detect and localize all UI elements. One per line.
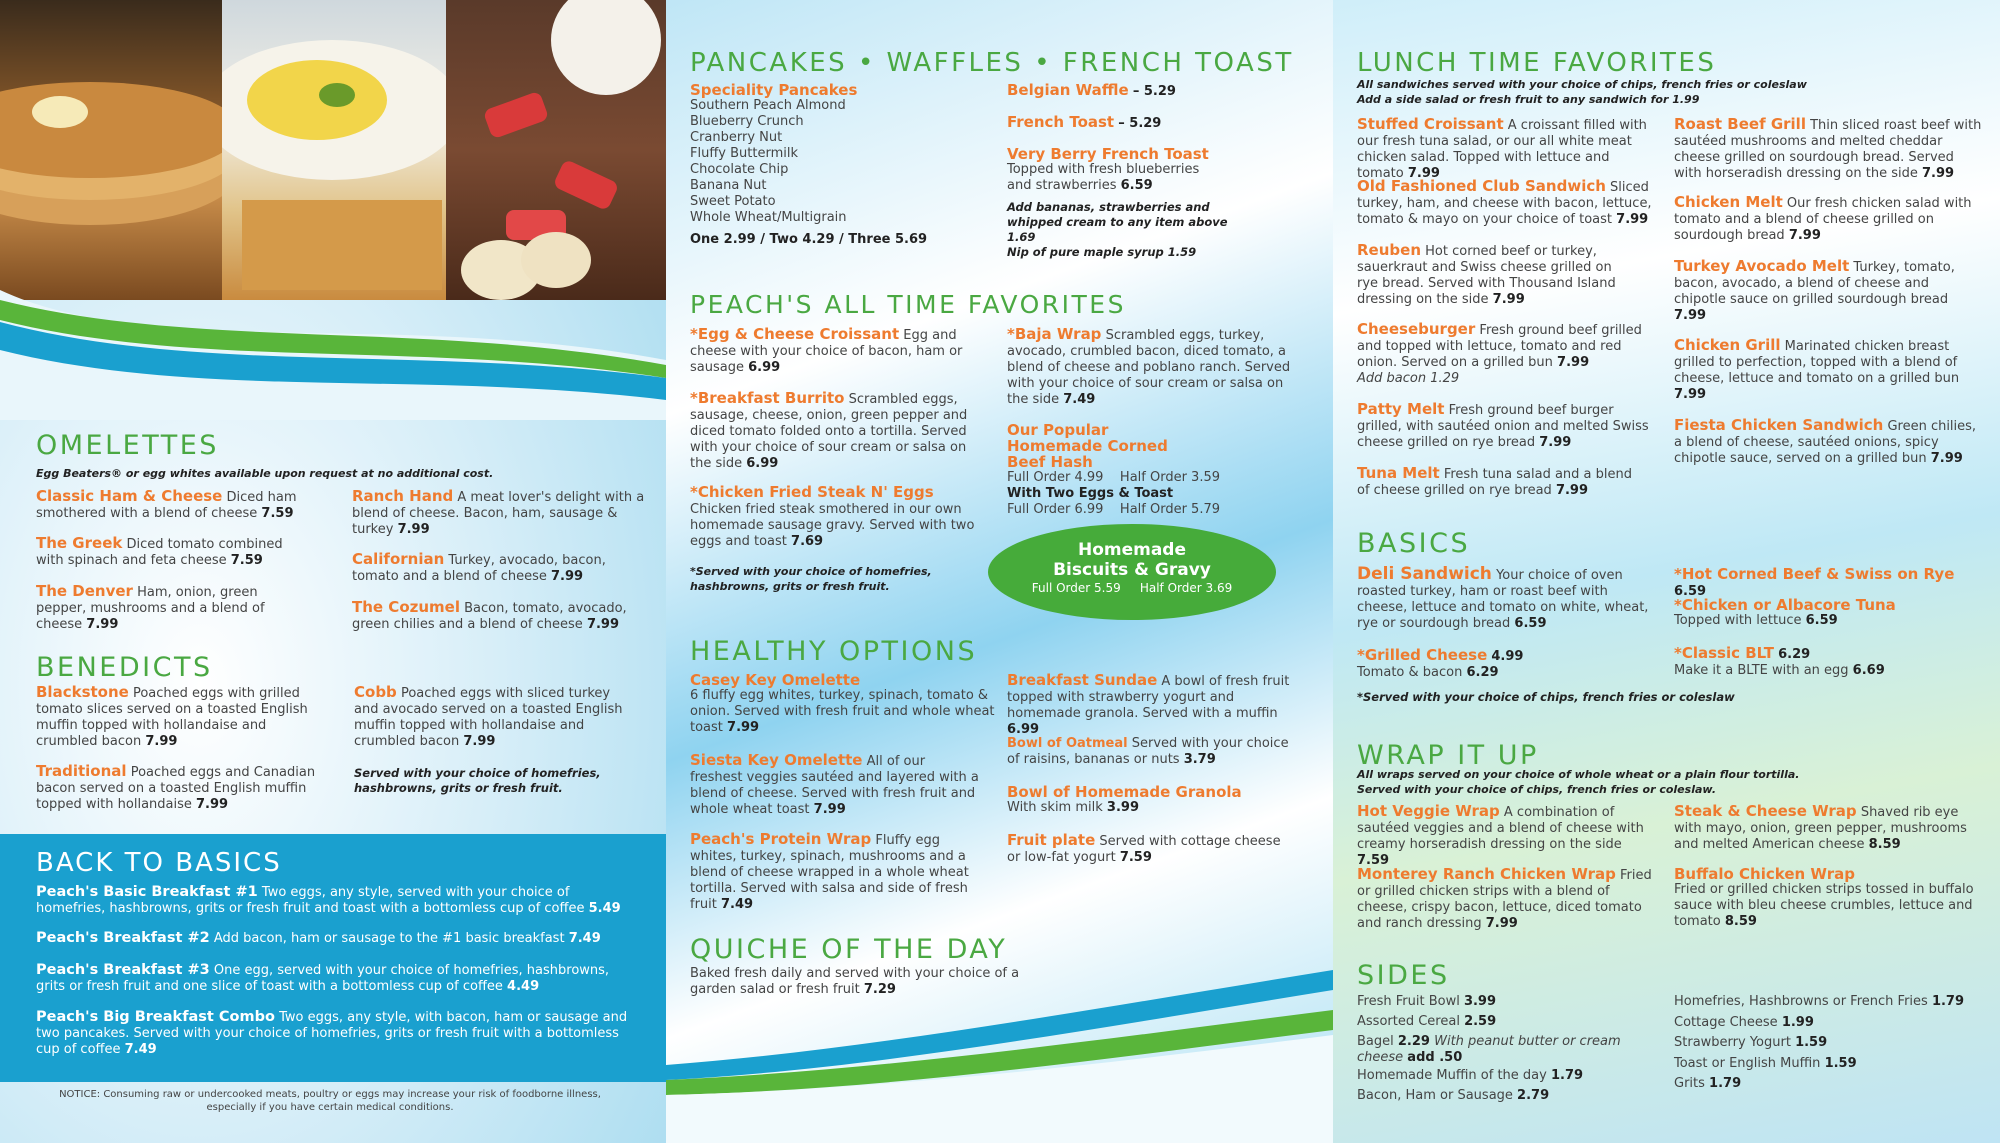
wrap-name: Monterey Ranch Chicken Wrap — [1357, 865, 1616, 883]
wrap-price: 7.59 — [1357, 853, 1390, 868]
omelette-item — [352, 599, 647, 633]
lunch-price: 7.99 — [1407, 166, 1440, 181]
lunch-desc: Fresh ground beef burger grilled, with sautéed onion and melted Swiss cheese grilled on rye bread — [1357, 403, 1649, 450]
favorite-name: *Baja Wrap — [1007, 325, 1102, 343]
omelette-desc: Diced tomato combined with spinach and feta cheese — [36, 537, 283, 568]
lunch-price: 7.99 — [1674, 308, 1707, 323]
addons-note — [1007, 200, 1257, 260]
biscuits-title2: Biscuits & Gravy — [1053, 560, 1211, 580]
healthy-desc: Served with cottage cheese or low-fat yogurt — [1007, 834, 1281, 865]
healthy-desc: Fluffy egg whites, turkey, spinach, mushrooms and a blend of cheese wrapped in a whole wheat tortilla. Served with salsa and side of fresh fruit — [690, 833, 969, 912]
omelette-name: The Cozumel — [352, 598, 460, 616]
side-item — [1357, 992, 1657, 1012]
lunch-price: 7.99 — [1922, 166, 1955, 181]
hash-eggs-full: Full Order 6.99 — [1007, 502, 1104, 517]
middle-panel — [666, 0, 1333, 1143]
favorite-price: 7.49 — [1063, 392, 1096, 407]
basic-price2: 6.69 — [1852, 663, 1885, 678]
lunch-desc: Fresh tuna salad and a blend of cheese grilled on rye bread — [1357, 467, 1632, 498]
lunch-extra: Add bacon 1.29 — [1357, 371, 1460, 386]
french-price: – 5.29 — [1118, 116, 1162, 131]
biscuits-gravy-badge — [988, 524, 1276, 620]
lunch-name: Turkey Avocado Melt — [1674, 257, 1850, 275]
omelette-name: The Greek — [36, 534, 123, 552]
healthy-name: Fruit plate — [1007, 831, 1096, 849]
side-label: Homefries, Hashbrowns or French Fries — [1674, 994, 1928, 1009]
lunch-desc: Hot corned beef or turkey, sauerkraut and Swiss cheese grilled on rye bread. Served with Thousand Island dressing on the side — [1357, 244, 1616, 307]
favorite-name: *Egg & Cheese Croissant — [690, 325, 900, 343]
basics-price: 4.49 — [507, 979, 540, 994]
healthy-desc: With skim milk — [1007, 800, 1103, 815]
basic-price: 6.29 — [1778, 647, 1811, 662]
basic-name: *Grilled Cheese — [1357, 646, 1488, 664]
omelette-price: 7.99 — [397, 522, 430, 537]
healthy-desc: 6 fluffy egg whites, turkey, spinach, tomato & onion. Served with fresh fruit and whole wheat toast — [690, 688, 995, 735]
benedict-item — [36, 763, 326, 813]
basic-desc: Tomato & bacon — [1357, 665, 1463, 680]
healthy-name: Peach's Protein Wrap — [690, 830, 872, 848]
lunch-desc: Our fresh chicken salad with tomato and a blend of cheese grilled on sourdough bread — [1674, 196, 1972, 243]
corned-beef-hash — [1007, 422, 1247, 518]
wrap-item — [1674, 803, 1984, 853]
lunch-price: 7.99 — [1492, 292, 1525, 307]
quiche-title: QUICHE OF THE DAY — [690, 934, 1008, 965]
wrap-notes — [1357, 767, 1799, 797]
healthy-name: Bowl of Oatmeal — [1007, 736, 1128, 751]
wrap-desc: Fried or grilled chicken strips tossed in buffalo sauce with bleu cheese crumbles, lettuce and tomato — [1674, 882, 1974, 929]
lunch-name: Patty Melt — [1357, 400, 1445, 418]
wrap-item — [1357, 866, 1657, 932]
omelette-item — [352, 488, 647, 538]
side-price: 1.99 — [1781, 1014, 1814, 1030]
pancake-flavor: Sweet Potato — [690, 194, 776, 209]
notice-text: NOTICE: Consuming raw or undercooked meats, poultry or eggs may increase your risk of foodborne illness, especially if you have certain medical conditions. — [59, 1089, 601, 1113]
lunch-item — [1674, 337, 1974, 403]
benedict-name: Blackstone — [36, 683, 129, 701]
basics-desc: Add bacon, ham or sausage to the #1 basic breakfast — [213, 931, 565, 946]
french-toast — [1007, 114, 1307, 132]
healthy-item — [1007, 672, 1297, 738]
basics-note: *Served with your choice of chips, french fries or coleslaw — [1357, 690, 1735, 704]
favorite-item — [1007, 326, 1302, 408]
lunch-price: 7.99 — [1930, 451, 1963, 466]
lunch-notes — [1357, 77, 1807, 107]
lunch-name: Stuffed Croissant — [1357, 115, 1504, 133]
healthy-desc: All of our freshest veggies sautéed and layered with a blend of cheese. Served with fresh fruit and whole wheat toast — [690, 754, 979, 817]
basics-desc: One egg, served with your choice of homefries, hashbrowns, grits or fresh fruit and one slice of toast with a bottomless cup of coffee — [36, 963, 610, 994]
omelette-price: 7.59 — [261, 506, 294, 521]
wrap-name: Hot Veggie Wrap — [1357, 802, 1500, 820]
healthy-name: Siesta Key Omelette — [690, 751, 863, 769]
favorite-price: 6.99 — [748, 360, 781, 375]
omelette-item — [36, 535, 306, 569]
basic-price: 6.59 — [1514, 616, 1547, 631]
lunch-note2: Add a side salad or fresh fruit to any sandwich for 1.99 — [1357, 93, 1700, 106]
basic-price: 4.99 — [1491, 649, 1524, 664]
benedict-price: 7.99 — [196, 797, 229, 812]
side-label: Assorted Cereal — [1357, 1014, 1460, 1029]
basic-item — [1674, 566, 1984, 600]
pancake-flavor: Banana Nut — [690, 178, 767, 193]
lunch-price: 7.99 — [1539, 435, 1572, 450]
side-price: 1.59 — [1795, 1035, 1828, 1050]
favorite-price: 6.99 — [746, 456, 779, 471]
lunch-price: 7.99 — [1557, 355, 1590, 370]
wrap-price: 8.59 — [1724, 914, 1757, 929]
omelette-desc: Bacon, tomato, avocado, green chilies and a blend of cheese — [352, 601, 627, 632]
favorites-title: PEACH'S ALL TIME FAVORITES — [690, 290, 1126, 319]
benedicts-note: Served with your choice of homefries, hashbrowns, grits or fresh fruit. — [354, 766, 601, 795]
omelette-price: 7.99 — [86, 617, 119, 632]
side-item — [1674, 992, 1984, 1013]
basics-title: BASICS — [1357, 528, 1471, 559]
omelette-desc: Turkey, avocado, bacon, tomato and a blend of cheese — [352, 553, 606, 584]
wrap-desc: Shaved rib eye with mayo, onion, green pepper, mushrooms and melted American cheese — [1674, 805, 1967, 852]
belgian-name: Belgian Waffle — [1007, 81, 1129, 99]
healthy-price: 6.99 — [1007, 722, 1040, 737]
basic-desc-line — [1357, 665, 1617, 681]
lunch-desc: Marinated chicken breast grilled to perfection, topped with a blend of cheese, lettuce and tomato on a grilled bun — [1674, 339, 1960, 386]
pancake-flavor: Blueberry Crunch — [690, 114, 804, 129]
favorite-desc: Scrambled eggs, sausage, cheese, onion, green pepper and diced tomato folded onto a tortilla. Served with your choice of sour cream or salsa on the side — [690, 392, 968, 471]
hash-full: Full Order 4.99 — [1007, 470, 1104, 485]
hash-eggs-prices — [1007, 502, 1247, 518]
berry-name: Very Berry French Toast — [1007, 145, 1209, 163]
side-label: Grits — [1674, 1076, 1705, 1091]
side-item — [1674, 1033, 1984, 1054]
belgian-price: – 5.29 — [1132, 84, 1176, 99]
side-price: 2.59 — [1464, 1014, 1497, 1029]
hash-prices — [1007, 470, 1247, 486]
healthy-desc: A bowl of fresh fruit topped with strawberry yogurt and homemade granola. Served with a muffin — [1007, 674, 1290, 721]
healthy-item — [1007, 832, 1297, 866]
omelette-price: 7.99 — [586, 617, 620, 632]
basic-item — [1674, 597, 1984, 629]
omelette-desc: Ham, onion, green pepper, mushrooms and a blend of cheese — [36, 585, 265, 632]
basics-price: 5.49 — [588, 901, 621, 916]
hash-half: Half Order 3.59 — [1119, 470, 1221, 485]
side-item — [1357, 1034, 1657, 1066]
side-item — [1357, 1086, 1657, 1106]
favorites-note: *Served with your choice of homefries, hashbrowns, grits or fresh fruit. — [690, 565, 932, 593]
healthy-price: 7.99 — [727, 720, 760, 735]
basic-price: 6.59 — [1674, 584, 1707, 599]
basic-name: *Chicken or Albacore Tuna — [1674, 596, 1896, 614]
berry-french-toast — [1007, 146, 1227, 194]
side-item — [1674, 1013, 1984, 1034]
wrap-price: 7.99 — [1485, 916, 1518, 931]
healthy-price: 7.59 — [1119, 850, 1152, 865]
pancake-flavor: Whole Wheat/Multigrain — [690, 210, 847, 225]
healthy-name: Bowl of Homemade Granola — [1007, 783, 1242, 801]
lunch-price: 7.99 — [1616, 212, 1649, 227]
wrap-desc: A combination of sautéed veggies and a blend of cheese with creamy horseradish dressing on the side — [1357, 805, 1644, 852]
hash-eggs-half: Half Order 5.79 — [1119, 502, 1221, 517]
berry-price: 6.59 — [1120, 178, 1153, 193]
lunch-price: 7.99 — [1674, 387, 1707, 402]
side-price: 1.79 — [1709, 1076, 1742, 1091]
lunch-item — [1357, 401, 1657, 451]
lunch-name: Roast Beef Grill — [1674, 115, 1806, 133]
bottom-wave — [666, 930, 1333, 1143]
belgian-waffle — [1007, 82, 1307, 100]
lunch-item — [1674, 258, 1974, 324]
lunch-item — [1357, 116, 1657, 182]
basic-item — [1357, 647, 1617, 681]
basic-desc-line — [1674, 663, 1984, 679]
lunch-item — [1357, 242, 1617, 308]
wrap-price: 8.59 — [1868, 837, 1901, 852]
benedict-desc: Poached eggs with sliced turkey and avocado served on a toasted English muffin topped with hollandaise and crumbled bacon — [354, 686, 623, 749]
basics-item — [36, 1009, 636, 1058]
wrap-note2: Served with your choice of chips, french fries or coleslaw. — [1357, 783, 1717, 796]
pancakes-title: PANCAKES • WAFFLES • FRENCH TOAST — [690, 48, 1294, 78]
quiche-price: 7.29 — [863, 982, 896, 997]
omelette-desc: Diced ham smothered with a blend of cheese — [36, 490, 297, 521]
quiche-desc: Baked fresh daily and served with your choice of a garden salad or fresh fruit — [690, 966, 1020, 997]
omelette-item — [36, 488, 306, 522]
basics-price: 7.49 — [568, 931, 601, 946]
benedict-price: 7.99 — [463, 734, 496, 749]
omelette-price: 7.99 — [551, 569, 584, 584]
favorite-item — [690, 326, 980, 376]
lunch-name: Old Fashioned Club Sandwich — [1357, 177, 1606, 195]
omelette-desc: A meat lover's delight with a blend of cheese. Bacon, ham, sausage & turkey — [352, 490, 645, 537]
lunch-name: Cheeseburger — [1357, 320, 1476, 338]
healthy-item — [690, 831, 980, 913]
healthy-desc: Served with your choice of raisins, bananas or nuts — [1007, 736, 1289, 767]
right-panel — [1333, 0, 2000, 1143]
healthy-price: 7.49 — [721, 897, 754, 912]
favorite-desc: Egg and cheese with your choice of bacon, ham or sausage — [690, 328, 963, 375]
basic-price: 6.59 — [1805, 613, 1838, 628]
basics-item — [36, 962, 636, 995]
side-item — [1674, 1054, 1984, 1075]
basic-item — [1674, 645, 1984, 679]
biscuits-half: Half Order 3.69 — [1139, 581, 1233, 595]
basic-name: *Hot Corned Beef & Swiss on Rye — [1674, 565, 1955, 583]
lunch-name: Chicken Melt — [1674, 193, 1783, 211]
lunch-note1: All sandwiches served with your choice of chips, french fries or coleslaw — [1357, 78, 1807, 91]
side-item — [1674, 1074, 1984, 1095]
healthy-name: Casey Key Omelette — [690, 671, 861, 689]
hash-title: Our Popular Homemade Corned Beef Hash — [1007, 421, 1168, 471]
pancake-flavor: Chocolate Chip — [690, 162, 789, 177]
side-label: Toast or English Muffin — [1674, 1055, 1821, 1071]
lunch-desc: Turkey, tomato, bacon, avocado, a blend of cheese and chipotle sauce on grilled sourdough bread — [1674, 260, 1955, 307]
side-price: 1.59 — [1824, 1055, 1857, 1071]
french-name: French Toast — [1007, 113, 1115, 131]
basic-name: *Classic BLT — [1674, 644, 1774, 662]
basic-desc: Topped with lettuce — [1674, 613, 1802, 628]
pancake-flavor: Southern Peach Almond — [690, 98, 846, 113]
basics-price: 7.49 — [124, 1042, 157, 1057]
omelette-item — [352, 551, 647, 585]
pancake-flavor: Fluffy Buttermilk — [690, 146, 798, 161]
side-item — [1357, 1066, 1657, 1086]
basics-name: Peach's Big Breakfast Combo — [36, 1009, 275, 1025]
benedict-name: Cobb — [354, 683, 397, 701]
favorite-desc: Scrambled eggs, turkey, avocado, crumbled bacon, diced tomato, a blend of cheese and poblano ranch. Served with your choice of sour cream or salsa on the side — [1007, 328, 1291, 407]
lunch-item — [1357, 178, 1657, 228]
side-price: 1.79 — [1931, 994, 1965, 1009]
speciality-title: Speciality Pancakes — [690, 81, 858, 99]
basics-name: Peach's Breakfast #3 — [36, 962, 210, 978]
benedicts-title: BENEDICTS — [36, 652, 213, 683]
lunch-item — [1357, 465, 1647, 499]
lunch-name: Chicken Grill — [1674, 336, 1781, 354]
wrap-item — [1357, 803, 1657, 869]
favorite-desc: Chicken fried steak smothered in our own homemade sausage gravy. Served with two eggs and toast — [690, 502, 975, 549]
benedict-name: Traditional — [36, 762, 127, 780]
omelette-name: The Denver — [36, 582, 133, 600]
healthy-price: 7.99 — [813, 802, 846, 817]
basic-desc: Make it a BLTE with an egg — [1674, 663, 1849, 678]
omelette-name: Californian — [352, 550, 445, 568]
healthy-name: Breakfast Sundae — [1007, 671, 1158, 689]
side-price: 2.29 — [1397, 1034, 1430, 1049]
berry-desc: Topped with fresh blueberries and strawberries — [1007, 162, 1200, 193]
lunch-price: 7.99 — [1555, 483, 1589, 498]
basic-name: Deli Sandwich — [1357, 564, 1492, 584]
basics-item — [36, 884, 636, 917]
side-price: 2.79 — [1517, 1088, 1550, 1103]
back-to-basics-box — [0, 834, 666, 1082]
favorite-name: *Chicken Fried Steak N' Eggs — [690, 483, 934, 501]
lunch-item — [1674, 194, 1979, 244]
side-label: Homemade Muffin of the day — [1357, 1068, 1547, 1083]
lunch-item — [1674, 417, 1979, 467]
favorite-item — [690, 390, 980, 472]
lunch-desc: Green chilies, a blend of cheese, sautéed onions, spicy chipotle sauce, served on a grilled bun — [1674, 419, 1977, 466]
pancake-flavor: Cranberry Nut — [690, 130, 783, 145]
lunch-name: Fiesta Chicken Sandwich — [1674, 416, 1884, 434]
benedict-price: 7.99 — [145, 734, 178, 749]
sides-title: SIDES — [1357, 960, 1450, 991]
lunch-desc: Thin sliced roast beef with sautéed mushrooms and melted cheddar cheese grilled on sourdough bread. Served with horseradish dressing on the side — [1674, 118, 1982, 181]
speciality-pancakes — [690, 82, 990, 248]
basic-price2: 6.29 — [1466, 665, 1499, 680]
basics-name: Peach's Basic Breakfast #1 — [36, 884, 258, 900]
healthy-item — [1007, 784, 1297, 816]
syrup-text: Nip of pure maple syrup 1.59 — [1007, 245, 1197, 259]
side-label: Bacon, Ham or Sausage — [1357, 1088, 1513, 1103]
biscuits-full: Full Order 5.59 — [1031, 581, 1121, 595]
lunch-desc: Sliced turkey, ham, and cheese with bacon, lettuce, tomato & mayo on your choice of toast — [1357, 180, 1652, 227]
lunch-name: Tuna Melt — [1357, 464, 1440, 482]
wrap-item — [1674, 866, 1974, 930]
basic-item — [1357, 566, 1657, 632]
side-label: Fresh Fruit Bowl — [1357, 994, 1460, 1009]
lunch-name: Reuben — [1357, 241, 1421, 259]
healthy-price: 3.99 — [1106, 800, 1139, 815]
omelette-name: Ranch Hand — [352, 487, 454, 505]
sides-right — [1674, 992, 1984, 1095]
side-label: Strawberry Yogurt — [1674, 1035, 1791, 1050]
wave-decoration — [0, 250, 666, 420]
lunch-desc: A croissant filled with our fresh tuna salad, or our all white meat chicken salad. Topped with lettuce and tomato — [1357, 118, 1647, 181]
side-label: Bagel — [1357, 1034, 1394, 1049]
omelette-price: 7.59 — [230, 553, 263, 568]
omelette-name: Classic Ham & Cheese — [36, 487, 223, 505]
benedict-item — [36, 684, 316, 750]
basic-desc: Your choice of oven roasted turkey, ham or roast beef with cheese, lettuce and tomato on white, wheat, rye or sourdough bread — [1357, 568, 1649, 631]
biscuits-title1: Homemade — [1077, 540, 1187, 560]
healthy-title: HEALTHY OPTIONS — [690, 636, 978, 667]
lunch-item — [1357, 321, 1647, 387]
healthy-item — [690, 752, 980, 818]
favorite-price: 7.69 — [791, 534, 824, 549]
left-panel — [0, 0, 666, 1143]
lunch-title: LUNCH TIME FAVORITES — [1357, 48, 1717, 78]
favorite-item — [690, 484, 980, 550]
wrap-note1: All wraps served on your choice of whole wheat or a plain flour tortilla. — [1357, 768, 1800, 781]
side-price: 1.79 — [1550, 1068, 1584, 1083]
benedict-desc: Poached eggs with grilled tomato slices served on a toasted English muffin topped with hollandaise and crumbled bacon — [36, 686, 308, 749]
side-item — [1357, 1012, 1657, 1032]
lunch-desc: Fresh ground beef grilled and topped with lettuce, tomato and red onion. Served on a grilled bun — [1357, 323, 1642, 370]
omelette-item — [36, 583, 306, 633]
sides-left — [1357, 992, 1657, 1106]
omelettes-title: OMELETTES — [36, 430, 219, 461]
basics-desc: Two eggs, any style, served with your choice of homefries, hashbrowns, grits or fresh fruit and toast with a bottomless cup of coffee — [36, 885, 585, 916]
omelettes-note: Egg Beaters® or egg whites available upon request at no additional cost. — [36, 467, 494, 480]
lunch-item — [1674, 116, 1984, 182]
side-label: Cottage Cheese — [1674, 1014, 1778, 1030]
wrap-title: WRAP IT UP — [1357, 740, 1539, 771]
lunch-price: 7.99 — [1788, 228, 1821, 243]
side-extra-price: add .50 — [1407, 1050, 1463, 1065]
healthy-item — [690, 672, 1000, 736]
basics-desc: Two eggs, any style, with bacon, ham or sausage and two pancakes. Served with your choice of homefries, grits or fresh fruit with a bottomless cup of coffee — [36, 1010, 628, 1057]
wrap-name: Steak & Cheese Wrap — [1674, 802, 1857, 820]
side-extra: With peanut butter or cream cheese — [1357, 1034, 1621, 1065]
healthy-item — [1007, 736, 1297, 768]
benedict-item — [354, 684, 634, 750]
addons-text: Add bananas, strawberries and whipped cream to any item above 1.69 — [1007, 200, 1228, 244]
hash-eggs-title: With Two Eggs & Toast — [1007, 486, 1174, 501]
basics-item — [36, 930, 636, 947]
back-to-basics-title: BACK TO BASICS — [36, 848, 282, 878]
wrap-desc: Fried or grilled chicken strips with a blend of cheese, crispy bacon, lettuce, diced tomato and ranch dressing — [1357, 868, 1652, 931]
side-price: 3.99 — [1463, 994, 1497, 1009]
basics-name: Peach's Breakfast #2 — [36, 930, 210, 946]
wrap-name: Buffalo Chicken Wrap — [1674, 865, 1855, 883]
pancake-prices: One 2.99 / Two 4.29 / Three 5.69 — [690, 232, 928, 247]
biscuits-prices — [988, 580, 1276, 596]
healthy-price: 3.79 — [1183, 752, 1216, 767]
benedict-desc: Poached eggs and Canadian bacon served on a toasted English muffin topped with hollandaise — [36, 765, 316, 812]
favorite-name: *Breakfast Burrito — [690, 389, 845, 407]
